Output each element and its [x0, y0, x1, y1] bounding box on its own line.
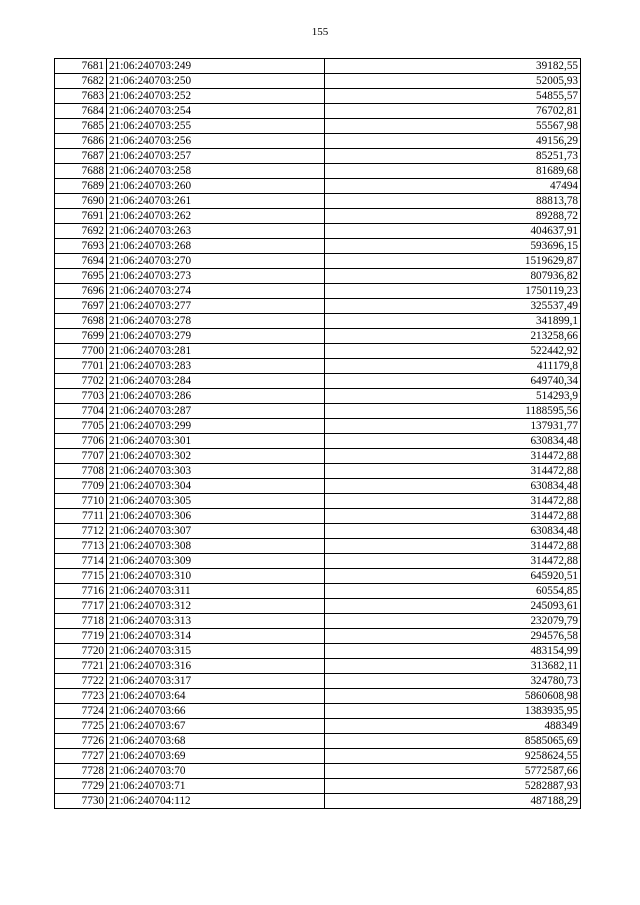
row-number-cell: 7715 [55, 569, 107, 584]
table-row [55, 509, 581, 524]
table-row [55, 224, 581, 239]
row-number-cell: 7723 [55, 689, 107, 704]
cadastral-number-cell: 21:06:240703:257 [107, 149, 325, 164]
table-row [55, 674, 581, 689]
value-cell: 313682,11 [325, 659, 581, 674]
row-number-cell: 7711 [55, 509, 107, 524]
value-cell: 137931,77 [325, 419, 581, 434]
row-number-cell: 7707 [55, 449, 107, 464]
cadastral-number-cell: 21:06:240703:311 [107, 584, 325, 599]
table-row [55, 389, 581, 404]
row-number-cell: 7699 [55, 329, 107, 344]
value-cell: 522442,92 [325, 344, 581, 359]
row-number-cell: 7687 [55, 149, 107, 164]
table-row [55, 779, 581, 794]
cadastral-number-cell: 21:06:240703:273 [107, 269, 325, 284]
table-row [55, 119, 581, 134]
row-number-cell: 7721 [55, 659, 107, 674]
cadastral-number-cell: 21:06:240703:279 [107, 329, 325, 344]
cadastral-number-cell: 21:06:240703:314 [107, 629, 325, 644]
row-number-cell: 7686 [55, 134, 107, 149]
table-row [55, 689, 581, 704]
value-cell: 807936,82 [325, 269, 581, 284]
table-row [55, 179, 581, 194]
table-row [55, 89, 581, 104]
cadastral-number-cell: 21:06:240703:313 [107, 614, 325, 629]
value-cell: 324780,73 [325, 674, 581, 689]
table-row [55, 749, 581, 764]
cadastral-number-cell: 21:06:240703:258 [107, 164, 325, 179]
table-row [55, 284, 581, 299]
value-cell: 294576,58 [325, 629, 581, 644]
cadastral-value-table [54, 58, 581, 809]
table-row [55, 149, 581, 164]
value-cell: 81689,68 [325, 164, 581, 179]
value-cell: 1519629,87 [325, 254, 581, 269]
cadastral-number-cell: 21:06:240703:250 [107, 74, 325, 89]
row-number-cell: 7714 [55, 554, 107, 569]
table-row [55, 464, 581, 479]
row-number-cell: 7696 [55, 284, 107, 299]
row-number-cell: 7726 [55, 734, 107, 749]
row-number-cell: 7695 [55, 269, 107, 284]
value-cell: 85251,73 [325, 149, 581, 164]
table-row [55, 74, 581, 89]
value-cell: 314472,88 [325, 464, 581, 479]
value-cell: 54855,57 [325, 89, 581, 104]
table-row [55, 209, 581, 224]
table-row [55, 194, 581, 209]
value-cell: 1188595,56 [325, 404, 581, 419]
value-cell: 52005,93 [325, 74, 581, 89]
cadastral-number-cell: 21:06:240703:66 [107, 704, 325, 719]
table-row [55, 404, 581, 419]
value-cell: 314472,88 [325, 509, 581, 524]
table-row [55, 329, 581, 344]
table-row [55, 764, 581, 779]
row-number-cell: 7701 [55, 359, 107, 374]
table-row [55, 644, 581, 659]
value-cell: 88813,78 [325, 194, 581, 209]
value-cell: 8585065,69 [325, 734, 581, 749]
cadastral-number-cell: 21:06:240703:277 [107, 299, 325, 314]
table-row [55, 539, 581, 554]
row-number-cell: 7685 [55, 119, 107, 134]
table-row [55, 269, 581, 284]
cadastral-number-cell: 21:06:240703:299 [107, 419, 325, 434]
cadastral-number-cell: 21:06:240703:302 [107, 449, 325, 464]
row-number-cell: 7706 [55, 434, 107, 449]
table-row [55, 314, 581, 329]
table-row [55, 134, 581, 149]
cadastral-number-cell: 21:06:240703:255 [107, 119, 325, 134]
table-row [55, 374, 581, 389]
table-row [55, 569, 581, 584]
cadastral-number-cell: 21:06:240703:68 [107, 734, 325, 749]
row-number-cell: 7698 [55, 314, 107, 329]
cadastral-number-cell: 21:06:240703:312 [107, 599, 325, 614]
table-row [55, 164, 581, 179]
row-number-cell: 7729 [55, 779, 107, 794]
row-number-cell: 7720 [55, 644, 107, 659]
cadastral-number-cell: 21:06:240703:70 [107, 764, 325, 779]
cadastral-number-cell: 21:06:240703:307 [107, 524, 325, 539]
table-row [55, 104, 581, 119]
table-row [55, 524, 581, 539]
cadastral-number-cell: 21:06:240703:286 [107, 389, 325, 404]
cadastral-number-cell: 21:06:240703:262 [107, 209, 325, 224]
table-row [55, 299, 581, 314]
row-number-cell: 7727 [55, 749, 107, 764]
table-row [55, 614, 581, 629]
row-number-cell: 7681 [55, 59, 107, 74]
cadastral-number-cell: 21:06:240703:278 [107, 314, 325, 329]
value-cell: 1383935,95 [325, 704, 581, 719]
cadastral-number-cell: 21:06:240703:252 [107, 89, 325, 104]
cadastral-number-cell: 21:06:240703:256 [107, 134, 325, 149]
row-number-cell: 7719 [55, 629, 107, 644]
table-row [55, 629, 581, 644]
row-number-cell: 7712 [55, 524, 107, 539]
cadastral-number-cell: 21:06:240703:301 [107, 434, 325, 449]
table-row [55, 734, 581, 749]
value-cell: 487188,29 [325, 794, 581, 809]
value-cell: 404637,91 [325, 224, 581, 239]
cadastral-number-cell: 21:06:240703:316 [107, 659, 325, 674]
cadastral-number-cell: 21:06:240703:261 [107, 194, 325, 209]
value-cell: 76702,81 [325, 104, 581, 119]
row-number-cell: 7708 [55, 464, 107, 479]
value-cell: 314472,88 [325, 539, 581, 554]
value-cell: 341899,1 [325, 314, 581, 329]
row-number-cell: 7713 [55, 539, 107, 554]
value-cell: 488349 [325, 719, 581, 734]
value-cell: 314472,88 [325, 494, 581, 509]
cadastral-number-cell: 21:06:240703:283 [107, 359, 325, 374]
cadastral-number-cell: 21:06:240703:304 [107, 479, 325, 494]
table-row [55, 719, 581, 734]
value-cell: 514293,9 [325, 389, 581, 404]
row-number-cell: 7700 [55, 344, 107, 359]
row-number-cell: 7694 [55, 254, 107, 269]
value-cell: 9258624,55 [325, 749, 581, 764]
value-cell: 630834,48 [325, 434, 581, 449]
row-number-cell: 7702 [55, 374, 107, 389]
cadastral-number-cell: 21:06:240703:270 [107, 254, 325, 269]
value-cell: 5772587,66 [325, 764, 581, 779]
value-cell: 5860608,98 [325, 689, 581, 704]
cadastral-number-cell: 21:06:240703:284 [107, 374, 325, 389]
table-row [55, 239, 581, 254]
value-cell: 89288,72 [325, 209, 581, 224]
value-cell: 314472,88 [325, 449, 581, 464]
cadastral-number-cell: 21:06:240703:268 [107, 239, 325, 254]
cadastral-number-cell: 21:06:240703:260 [107, 179, 325, 194]
cadastral-number-cell: 21:06:240703:303 [107, 464, 325, 479]
value-cell: 645920,51 [325, 569, 581, 584]
row-number-cell: 7730 [55, 794, 107, 809]
table-row [55, 479, 581, 494]
value-cell: 649740,34 [325, 374, 581, 389]
cadastral-number-cell: 21:06:240703:67 [107, 719, 325, 734]
value-cell: 630834,48 [325, 479, 581, 494]
row-number-cell: 7691 [55, 209, 107, 224]
row-number-cell: 7688 [55, 164, 107, 179]
table-row [55, 554, 581, 569]
cadastral-number-cell: 21:06:240703:308 [107, 539, 325, 554]
cadastral-number-cell: 21:06:240703:263 [107, 224, 325, 239]
cadastral-number-cell: 21:06:240703:306 [107, 509, 325, 524]
cadastral-number-cell: 21:06:240703:317 [107, 674, 325, 689]
value-cell: 325537,49 [325, 299, 581, 314]
cadastral-number-cell: 21:06:240703:310 [107, 569, 325, 584]
row-number-cell: 7716 [55, 584, 107, 599]
row-number-cell: 7693 [55, 239, 107, 254]
value-cell: 314472,88 [325, 554, 581, 569]
cadastral-number-cell: 21:06:240703:69 [107, 749, 325, 764]
table-row [55, 344, 581, 359]
row-number-cell: 7710 [55, 494, 107, 509]
value-cell: 47494 [325, 179, 581, 194]
value-cell: 593696,15 [325, 239, 581, 254]
table-row [55, 659, 581, 674]
value-cell: 39182,55 [325, 59, 581, 74]
cadastral-number-cell: 21:06:240703:281 [107, 344, 325, 359]
row-number-cell: 7697 [55, 299, 107, 314]
value-cell: 630834,48 [325, 524, 581, 539]
row-number-cell: 7705 [55, 419, 107, 434]
value-cell: 232079,79 [325, 614, 581, 629]
cadastral-number-cell: 21:06:240703:309 [107, 554, 325, 569]
row-number-cell: 7692 [55, 224, 107, 239]
row-number-cell: 7709 [55, 479, 107, 494]
table-body [55, 59, 581, 809]
table-row [55, 254, 581, 269]
value-cell: 49156,29 [325, 134, 581, 149]
table-row [55, 419, 581, 434]
cadastral-number-cell: 21:06:240704:112 [107, 794, 325, 809]
cadastral-number-cell: 21:06:240703:287 [107, 404, 325, 419]
value-cell: 5282887,93 [325, 779, 581, 794]
table-row [55, 449, 581, 464]
value-cell: 60554,85 [325, 584, 581, 599]
row-number-cell: 7704 [55, 404, 107, 419]
cadastral-number-cell: 21:06:240703:71 [107, 779, 325, 794]
row-number-cell: 7703 [55, 389, 107, 404]
row-number-cell: 7724 [55, 704, 107, 719]
cadastral-number-cell: 21:06:240703:315 [107, 644, 325, 659]
table-row [55, 599, 581, 614]
row-number-cell: 7683 [55, 89, 107, 104]
cadastral-number-cell: 21:06:240703:305 [107, 494, 325, 509]
row-number-cell: 7722 [55, 674, 107, 689]
row-number-cell: 7718 [55, 614, 107, 629]
table-row [55, 584, 581, 599]
table-row [55, 59, 581, 74]
cadastral-number-cell: 21:06:240703:274 [107, 284, 325, 299]
table-row [55, 434, 581, 449]
table-row [55, 494, 581, 509]
row-number-cell: 7690 [55, 194, 107, 209]
table-row [55, 359, 581, 374]
cadastral-number-cell: 21:06:240703:64 [107, 689, 325, 704]
page-number: 155 [311, 26, 329, 38]
cadastral-number-cell: 21:06:240703:254 [107, 104, 325, 119]
value-cell: 483154,99 [325, 644, 581, 659]
row-number-cell: 7689 [55, 179, 107, 194]
cadastral-number-cell: 21:06:240703:249 [107, 59, 325, 74]
table-row [55, 704, 581, 719]
row-number-cell: 7728 [55, 764, 107, 779]
value-cell: 1750119,23 [325, 284, 581, 299]
table-row [55, 794, 581, 809]
value-cell: 245093,61 [325, 599, 581, 614]
value-cell: 213258,66 [325, 329, 581, 344]
value-cell: 55567,98 [325, 119, 581, 134]
value-cell: 411179,8 [325, 359, 581, 374]
row-number-cell: 7717 [55, 599, 107, 614]
row-number-cell: 7684 [55, 104, 107, 119]
row-number-cell: 7682 [55, 74, 107, 89]
row-number-cell: 7725 [55, 719, 107, 734]
